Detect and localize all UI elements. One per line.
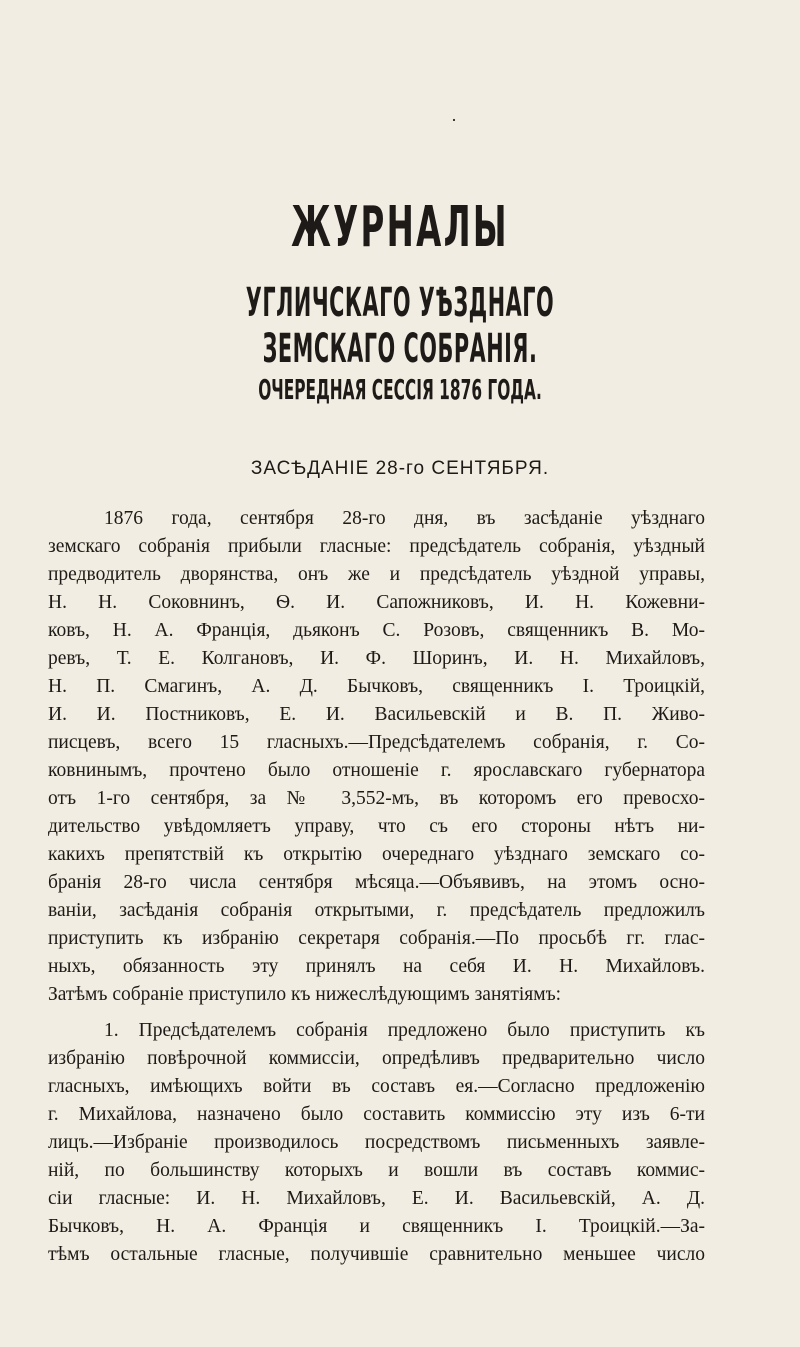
text-line: ныхъ, обязанность эту принялъ на себя И. Н. Михайловъ. (48, 956, 705, 977)
text-line: тѣмъ остальные гласные, получившіе сравнительно меньшее число (48, 1244, 705, 1265)
page-subtitle: УГЛИЧСКАГО УѢЗДНАГО ЗЕМСКАГО СОБРАНІЯ. (245, 280, 555, 372)
meeting-heading: ЗАСѢДАНІЕ 28-го СЕНТЯБРЯ. (250, 458, 550, 479)
text-line: земскаго собранія прибыли гласные: предсѣдатель собранія, уѣздный (48, 536, 705, 557)
text-line: И. И. Постниковъ, Е. И. Васильевскій и В. П. Живо- (48, 704, 705, 725)
text-line: Затѣмъ собраніе приступило къ нижеслѣдующимъ занятіямъ: (48, 984, 562, 1005)
text-line: избранію повѣрочной коммиссіи, опредѣливъ предварительно число (48, 1048, 705, 1069)
text-line: сіи гласные: И. Н. Михайловъ, Е. И. Васильевскій, А. Д. (48, 1188, 705, 1209)
ink-dot: · (451, 110, 457, 130)
text-line: Н. П. Смагинъ, А. Д. Бычковъ, священникъ І. Троицкій, (48, 676, 705, 697)
text-line: отъ 1-го сентября, за № 3,552-мъ, въ которомъ его превосхо- (48, 788, 705, 809)
text-line: ковнинымъ, прочтено было отношеніе г. ярославскаго губернатора (48, 760, 705, 781)
text-line: 1876 года, сентября 28-го дня, въ засѣданіе уѣзднаго (104, 508, 705, 529)
text-line: г. Михайлова, назначено было составить коммиссію эту изъ 6-ти (48, 1104, 705, 1125)
text-line: какихъ препятствій къ открытію очереднаго уѣзднаго земскаго со- (48, 844, 705, 865)
text-line: бранія 28-го числа сентября мѣсяца.—Объявивъ, на этомъ осно- (48, 872, 705, 893)
text-line: ревъ, Т. Е. Колгановъ, И. Ф. Шоринъ, И. Н. Михайловъ, (48, 648, 705, 669)
text-line: Н. Н. Соковнинъ, Ѳ. И. Сапожниковъ, И. Н. Кожевни- (48, 592, 705, 613)
session-heading: ОЧЕРЕДНАЯ СЕССІЯ 1876 ГОДА. (258, 373, 542, 406)
text-line: 1. Предсѣдателемъ собранія предложено было приступить къ (104, 1020, 705, 1041)
text-line: ній, по большинству которыхъ и вошли въ составъ коммис- (48, 1160, 705, 1181)
text-line: лицъ.—Избраніе производилось посредствомъ письменныхъ заявле- (48, 1132, 705, 1153)
page-title: ЖУРНАЛЫ (291, 195, 509, 260)
text-line: гласныхъ, имѣющихъ войти въ составъ ея.—Согласно предложенію (48, 1076, 705, 1097)
text-line: приступить къ избранію секретаря собранія.—По просьбѣ гг. глас- (48, 928, 705, 949)
text-line: писцевъ, всего 15 гласныхъ.—Предсѣдателемъ собранія, г. Со- (48, 732, 705, 753)
text-line: Бычковъ, Н. А. Францiя и священникъ І. Троицкій.—За- (48, 1216, 705, 1237)
text-line: ваніи, засѣданія собранія открытыми, г. предсѣдатель предложилъ (48, 900, 705, 921)
text-line: предводитель дворянства, онъ же и предсѣдатель уѣздной управы, (48, 564, 705, 585)
text-line: дительство увѣдомляетъ управу, что съ его стороны нѣтъ ни- (48, 816, 705, 837)
text-line: ковъ, Н. А. Францiя, дьяконъ С. Розовъ, священникъ В. Мо- (48, 620, 705, 641)
